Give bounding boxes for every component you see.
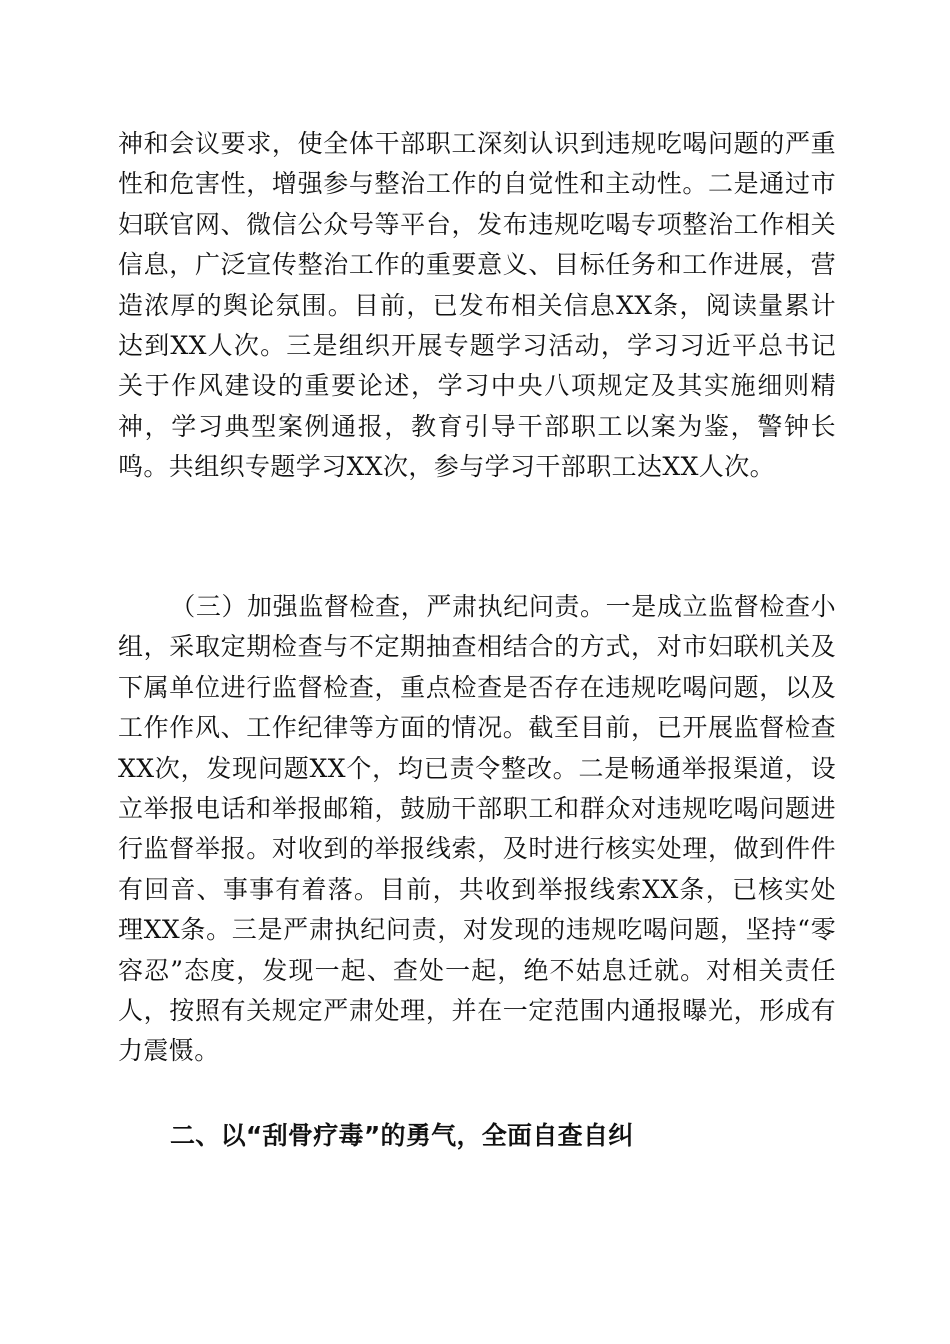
paragraph-supervision: [118, 587, 836, 1072]
paragraph-continued: [118, 124, 836, 488]
paragraph-2-body: 一是成立监督检查小组，采取定期检查与不定期抽查相结合的方式，对市妇联机关及下属单位进行监督检查，重点检查是否存在违规吃喝问题，以及工作作风、工作纪律等方面的情况。截至目前，已开展监督检查XX次，发现问题XX个，均已责令整改。二是畅通举报渠道，设立举报电话和举报邮箱，鼓励干部职工和群众对违规吃喝问题进行监督举报。对收到的举报线索，及时进行核实处理，做到件件有回音、事事有着落。目前，共收到举报线索XX条，已核实处理XX条。三是严肃执纪问责，对发现的违规吃喝问题，坚持“零容忍”态度，发现一起、查处一起，绝不姑息迁就。对相关责任人，按照有关规定严肃处理，并在一定范围内通报曝光，形成有力震慑。: [118, 592, 836, 1066]
section-heading: 二、以“刮骨疗毒”的勇气，全面自查自纠: [170, 1121, 634, 1150]
paragraph-1-text: 神和会议要求，使全体干部职工深刻认识到违规吃喝问题的严重性和危害性，增强参与整治工作的自觉性和主动性。二是通过市妇联官网、微信公众号等平台，发布违规吃喝专项整治工作相关信息，广泛宣传整治工作的重要意义、目标任务和工作进展，营造浓厚的舆论氛围。目前，已发布相关信息XX条，阅读量累计达到XX人次。三是组织开展专题学习活动，学习习近平总书记关于作风建设的重要论述，学习中央八项规定及其实施细则精神，学习典型案例通报，教育引导干部职工以案为鉴，警钟长鸣。共组织专题学习XX次，参与学习干部职工达XX人次。: [118, 129, 836, 482]
paragraph-2-lead: （三）加强监督检查，严肃执纪问责。: [170, 592, 606, 621]
